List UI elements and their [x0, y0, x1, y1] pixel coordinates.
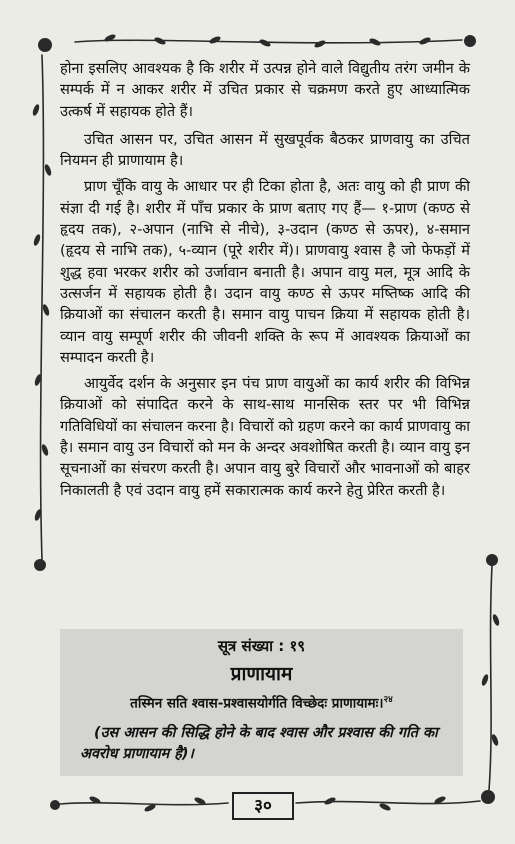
- sutra-meaning: (उस आसन की सिद्धि होने के बाद श्वास और प्रश्वास की गति का अवरोध प्राणायाम है)।: [80, 725, 438, 762]
- sutra-number: सूत्र संख्या : १९: [217, 637, 306, 655]
- sutra-text-line: [60, 692, 463, 712]
- paragraph-4: आयुर्वेद दर्शन के अनुसार इन पंच प्राण वायुओं का कार्य शरीर की विभिन्न क्रियाओं को संपादित करने के साथ-साथ मानसिक स्तर पर भी विभिन्न गतिविधियों का संचालन करना है। विचारों को ग्रहण करने का कार्य प्राणवायु का है। समान वायु उन विचारों को मन के अन्दर अवशोषित करती है। व्यान वायु इन सूचनाओं का संचरण करती है। अपान वायु बुरे विचारों और भावनाओं को बाहर निकालती है एवं उदान वायु हमें सकारात्मक कार्य करने हेतु प्रेरित करती है।: [60, 375, 470, 499]
- sutra-text: तस्मिन सति श्वास-प्रश्वासयोर्गति विच्छेदः प्राणायामः।: [130, 695, 384, 712]
- page-number: ३०: [232, 792, 294, 820]
- body-text: [60, 58, 470, 506]
- paragraph-2: उचित आसन पर, उचित आसन में सुखपूर्वक बैठकर प्राणवायु का उचित नियमन ही प्राणायाम है।: [60, 130, 470, 170]
- paragraph-3: प्राण चूँकि वायु के आधार पर ही टिका होता है, अतः वायु को ही प्राण की संज्ञा दी गई है। शरीर में पाँच प्रकार के प्राण बताए गए हैं— १-प्राण (कण्ठ से हृदय तक), २-अपान (नाभि से नीचे), ३-उदान (कण्ठ से ऊपर), ४-समान (हृदय से नाभि तक), ५-व्यान (पूरे शरीर में)। प्राणवायु श्वास है जो फेफड़ों में शुद्ध हवा भरकर शरीर को उर्जावान बनाती है। अपान वायु मल, मूत्र आदि के उत्सर्जन में सहायक होती है। उदान वायु कण्ठ से ऊपर मष्तिष्क आदि की क्रियाओं का संचालन करती है। समान वायु पाचन क्रिया में सहायक होती है। व्यान वायु सम्पूर्ण शरीर की जीवनी शक्ति के रूप में आवश्यक क्रियाओं का सम्पादन करती है।: [60, 178, 470, 366]
- sutra-footnote: २४: [383, 695, 393, 705]
- sutra-title: प्राणायाम: [230, 663, 293, 685]
- paragraph-1: होना इसलिए आवश्यक है कि शरीर में उत्पन्न होने वाले विद्युतीय तरंग जमीन के सम्पर्क में न आकर शरीर में उचित प्रकार से चक्रमण करते हुए आध्यात्मिक उत्कर्ष में सहायक होते हैं।: [60, 60, 470, 120]
- sutra-box: [60, 629, 463, 776]
